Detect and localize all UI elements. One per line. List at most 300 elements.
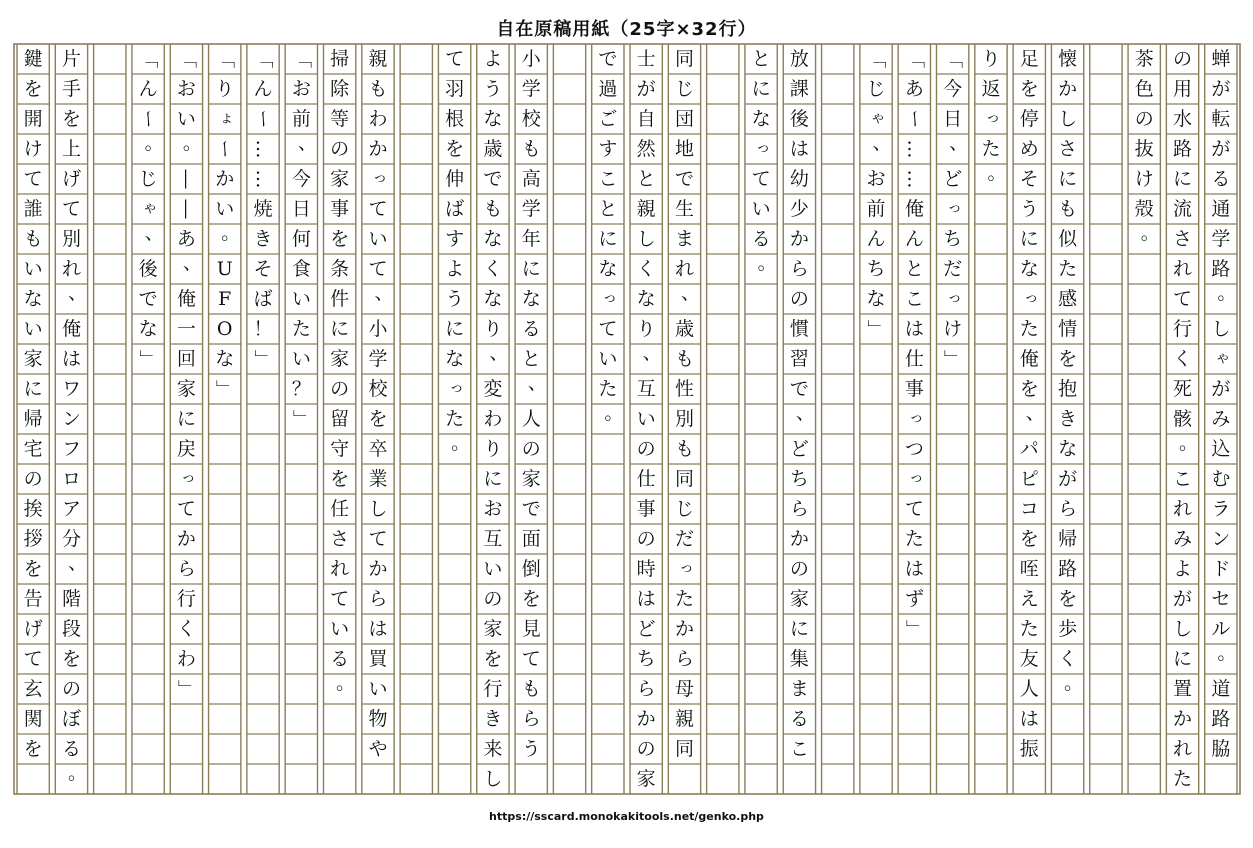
manuscript-char: と xyxy=(751,48,771,70)
manuscript-char: 、 xyxy=(489,342,509,364)
manuscript-char: 何 xyxy=(291,228,311,250)
manuscript-char: し xyxy=(636,228,656,250)
manuscript-char: 友 xyxy=(1019,648,1039,670)
manuscript-char: 年 xyxy=(521,228,541,250)
manuscript-char: 行 xyxy=(1173,318,1193,340)
manuscript-char: コ xyxy=(1019,498,1039,520)
manuscript-char: 自 xyxy=(636,108,656,130)
manuscript-char: か xyxy=(215,168,235,190)
manuscript-char: 返 xyxy=(981,78,1001,100)
manuscript-char: て xyxy=(176,498,196,520)
manuscript-char: な xyxy=(445,348,465,370)
manuscript-char: ド xyxy=(1211,558,1231,580)
manuscript-char: 家 xyxy=(176,378,196,400)
manuscript-char: た xyxy=(1019,318,1039,340)
manuscript-char: は xyxy=(61,348,81,370)
manuscript-char: 。 xyxy=(336,672,356,694)
manuscript-char: か xyxy=(1058,78,1078,100)
manuscript-char: っ xyxy=(908,468,924,486)
manuscript-char: 事 xyxy=(904,378,924,400)
manuscript-char: 」 xyxy=(213,379,236,399)
manuscript-char: わ xyxy=(176,648,196,670)
manuscript-char: こ xyxy=(1173,468,1193,490)
manuscript-char: 告 xyxy=(23,588,43,610)
manuscript-char: な xyxy=(483,288,503,310)
manuscript-char: も xyxy=(368,78,388,100)
manuscript-char: 拶 xyxy=(23,528,43,550)
manuscript-char: こ xyxy=(598,168,618,190)
manuscript-char: に xyxy=(1019,228,1039,250)
manuscript-char: い xyxy=(598,348,618,370)
manuscript-char: の xyxy=(330,138,350,160)
manuscript-char: れ xyxy=(1173,738,1193,760)
manuscript-char: る xyxy=(1211,168,1231,190)
manuscript-char: ま xyxy=(674,228,694,250)
manuscript-char: 任 xyxy=(330,498,350,520)
grid-column xyxy=(553,44,585,794)
manuscript-char: ち xyxy=(866,258,886,280)
manuscript-char: 手 xyxy=(61,78,81,100)
manuscript-char: 今 xyxy=(291,168,311,190)
manuscript-char: ら xyxy=(636,678,656,700)
manuscript-char: に xyxy=(445,318,465,340)
manuscript-char: す xyxy=(598,138,618,160)
manuscript-char: O xyxy=(216,318,233,340)
page-title: 自在原稿用紙（25字×32行） xyxy=(496,19,757,40)
manuscript-char: ず xyxy=(904,588,924,610)
manuscript-char: に xyxy=(521,258,541,280)
manuscript-char: て xyxy=(23,648,43,670)
manuscript-char: ん xyxy=(138,78,158,100)
manuscript-char: 、 xyxy=(67,552,87,574)
manuscript-line xyxy=(483,48,508,790)
manuscript-char: っ xyxy=(372,168,388,186)
manuscript-char: を xyxy=(330,228,350,250)
manuscript-char: 校 xyxy=(368,378,388,400)
manuscript-char: な xyxy=(138,318,158,340)
manuscript-char: け xyxy=(943,318,963,340)
manuscript-char: ら xyxy=(521,708,541,730)
manuscript-char: え xyxy=(1019,588,1039,610)
manuscript-char: 事 xyxy=(330,198,350,220)
manuscript-char: 脇 xyxy=(1211,738,1231,760)
manuscript-char: 後 xyxy=(789,108,809,130)
manuscript-char: 来 xyxy=(483,738,503,760)
manuscript-char: ご xyxy=(598,108,618,130)
manuscript-char: 抜 xyxy=(1134,138,1154,160)
manuscript-char: ル xyxy=(1211,618,1231,640)
manuscript-char: 仕 xyxy=(636,468,656,490)
manuscript-char: た xyxy=(904,528,924,550)
manuscript-char: 放 xyxy=(789,48,809,70)
manuscript-char: て xyxy=(445,48,465,70)
manuscript-char: は xyxy=(904,558,924,580)
manuscript-char: 「 xyxy=(941,49,964,69)
manuscript-char: ら xyxy=(789,498,809,520)
manuscript-char: て xyxy=(751,168,771,190)
manuscript-char: り xyxy=(483,318,503,340)
manuscript-char: 停 xyxy=(1019,108,1039,130)
manuscript-char: に xyxy=(789,618,809,640)
manuscript-char: 咥 xyxy=(1019,558,1039,580)
manuscript-char: る xyxy=(330,648,350,670)
manuscript-char: ど xyxy=(943,168,963,190)
manuscript-char: 込 xyxy=(1211,438,1231,460)
manuscript-char: 帰 xyxy=(23,408,43,430)
manuscript-char: 人 xyxy=(1019,678,1039,700)
manuscript-char: の xyxy=(23,468,43,490)
manuscript-char: っ xyxy=(1023,288,1039,306)
manuscript-char: い xyxy=(636,408,656,430)
manuscript-char: は xyxy=(904,318,924,340)
manuscript-char: も xyxy=(521,138,541,160)
manuscript-char: 。 xyxy=(987,162,1007,184)
manuscript-char: 。 xyxy=(221,222,241,244)
manuscript-char: そ xyxy=(253,258,273,280)
manuscript-char: あ xyxy=(176,228,196,250)
manuscript-char: ら xyxy=(176,558,196,580)
manuscript-char: 挨 xyxy=(23,498,43,520)
manuscript-char: 過 xyxy=(598,78,618,100)
manuscript-char: む xyxy=(1211,468,1231,490)
manuscript-char: を xyxy=(61,108,81,130)
manuscript-char: 転 xyxy=(1211,108,1231,130)
manuscript-char: り xyxy=(215,78,235,100)
manuscript-char: に xyxy=(1173,168,1193,190)
manuscript-char: 戻 xyxy=(176,438,196,460)
manuscript-char: 条 xyxy=(330,258,350,280)
manuscript-char: 事 xyxy=(636,498,656,520)
manuscript-char: 食 xyxy=(291,258,311,280)
manuscript-char: を xyxy=(1019,78,1039,100)
manuscript-char: て xyxy=(61,198,81,220)
manuscript-char: い xyxy=(330,618,350,640)
manuscript-char: 家 xyxy=(483,618,503,640)
manuscript-char: て xyxy=(521,648,541,670)
manuscript-char: じ xyxy=(674,498,694,520)
manuscript-char: て xyxy=(904,498,924,520)
manuscript-char: が xyxy=(1173,588,1193,610)
manuscript-char: … xyxy=(252,169,275,189)
manuscript-char: じ xyxy=(138,168,158,190)
manuscript-char: 、 xyxy=(642,342,662,364)
manuscript-char: い xyxy=(23,258,43,280)
manuscript-char: の xyxy=(789,558,809,580)
manuscript-char: っ xyxy=(947,198,963,216)
manuscript-char: ー xyxy=(137,109,160,129)
manuscript-char: 感 xyxy=(1058,288,1078,310)
manuscript-char: も xyxy=(23,228,43,250)
grid-column xyxy=(94,44,126,794)
grid-column xyxy=(745,44,777,794)
manuscript-char: 歳 xyxy=(483,138,503,160)
manuscript-char: を xyxy=(1019,378,1039,400)
manuscript-char: し xyxy=(1211,318,1231,340)
manuscript-char: の xyxy=(330,378,350,400)
manuscript-char: 小 xyxy=(368,318,388,340)
manuscript-char: い xyxy=(176,108,196,130)
manuscript-char: 地 xyxy=(674,138,694,160)
manuscript-char: 慣 xyxy=(789,318,809,340)
manuscript-char: い xyxy=(368,228,388,250)
manuscript-char: 後 xyxy=(138,258,158,280)
manuscript-char: 懐 xyxy=(1058,48,1078,70)
manuscript-char: 帰 xyxy=(1058,528,1078,550)
grid-column xyxy=(1090,44,1122,794)
manuscript-char: 守 xyxy=(330,438,350,460)
manuscript-char: ち xyxy=(943,228,963,250)
manuscript-char: れ xyxy=(1173,258,1193,280)
manuscript-char: 関 xyxy=(23,708,43,730)
manuscript-char: げ xyxy=(61,168,81,190)
manuscript-char: め xyxy=(1019,138,1039,160)
manuscript-char: 前 xyxy=(866,198,886,220)
manuscript-char: 死 xyxy=(1173,378,1193,400)
manuscript-char: っ xyxy=(755,138,771,156)
footer-url[interactable]: https://sscard.monokakitools.net/genko.php xyxy=(489,810,764,823)
manuscript-char: と xyxy=(598,198,618,220)
manuscript-char: い xyxy=(368,678,388,700)
manuscript-char: 面 xyxy=(521,528,541,550)
manuscript-char: 宅 xyxy=(23,438,43,460)
manuscript-char: 互 xyxy=(483,528,503,550)
manuscript-char: は xyxy=(1019,708,1039,730)
manuscript-char: た xyxy=(445,408,465,430)
manuscript-char: ゃ xyxy=(870,108,886,126)
manuscript-char: に xyxy=(1058,168,1078,190)
manuscript-char: か xyxy=(1173,708,1193,730)
manuscript-char: 、 xyxy=(527,372,547,394)
manuscript-char: で xyxy=(674,168,694,190)
manuscript-char: も xyxy=(674,348,694,370)
manuscript-char: … xyxy=(252,139,275,159)
manuscript-char: つ xyxy=(904,438,924,460)
manuscript-char: 。 xyxy=(1217,282,1237,304)
manuscript-char: 俺 xyxy=(1019,348,1039,370)
manuscript-char: 学 xyxy=(521,198,541,220)
manuscript-char: 行 xyxy=(176,588,196,610)
manuscript-char: い xyxy=(215,198,235,220)
manuscript-char: 」 xyxy=(941,349,964,369)
manuscript-char: 羽 xyxy=(445,78,465,100)
manuscript-char: 道 xyxy=(1211,678,1231,700)
manuscript-char: ― xyxy=(175,169,198,189)
manuscript-char: れ xyxy=(674,258,694,280)
manuscript-char: 、 xyxy=(374,282,394,304)
manuscript-char: た xyxy=(981,138,1001,160)
manuscript-char: 除 xyxy=(330,78,350,100)
manuscript-char: 抱 xyxy=(1058,378,1078,400)
manuscript-char: ― xyxy=(175,199,198,219)
manuscript-char: た xyxy=(598,378,618,400)
manuscript-char: り xyxy=(981,48,1001,70)
manuscript-char: が xyxy=(1211,78,1231,100)
manuscript-char: 焼 xyxy=(253,198,273,220)
manuscript-char: 同 xyxy=(674,48,694,70)
manuscript-line xyxy=(1058,48,1083,694)
manuscript-char: 小 xyxy=(521,48,541,70)
manuscript-char: が xyxy=(636,78,656,100)
manuscript-char: 家 xyxy=(636,768,656,790)
manuscript-char: 通 xyxy=(1211,198,1231,220)
manuscript-char: も xyxy=(521,678,541,700)
manuscript-char: さ xyxy=(1173,228,1193,250)
manuscript-char: で xyxy=(521,498,541,520)
manuscript-char: 等 xyxy=(330,108,350,130)
manuscript-char: ら xyxy=(1058,498,1078,520)
manuscript-char: 家 xyxy=(23,348,43,370)
manuscript-char: 鍵 xyxy=(23,48,43,70)
manuscript-char: る xyxy=(521,318,541,340)
manuscript-char: で xyxy=(598,48,618,70)
manuscript-char: た xyxy=(1058,258,1078,280)
manuscript-char: な xyxy=(751,108,771,130)
manuscript-char: い xyxy=(23,318,43,340)
manuscript-char: 互 xyxy=(636,378,656,400)
manuscript-char: 買 xyxy=(368,648,388,670)
manuscript-char: に xyxy=(330,318,350,340)
manuscript-char: 件 xyxy=(330,288,350,310)
manuscript-char: に xyxy=(1173,648,1193,670)
manuscript-char: り xyxy=(483,438,503,460)
manuscript-char: 誰 xyxy=(23,198,43,220)
manuscript-line xyxy=(137,49,164,368)
manuscript-char: う xyxy=(521,738,541,760)
manuscript-line xyxy=(330,48,355,694)
manuscript-char: な xyxy=(1058,438,1078,460)
manuscript-char: な xyxy=(483,108,503,130)
manuscript-char: っ xyxy=(908,408,924,426)
manuscript-char: う xyxy=(1019,198,1039,220)
manuscript-char: っ xyxy=(180,468,196,486)
manuscript-char: を xyxy=(1058,348,1078,370)
manuscript-char: を xyxy=(23,738,43,760)
manuscript-char: 「 xyxy=(175,49,198,69)
manuscript-char: ン xyxy=(61,408,81,430)
manuscript-char: 校 xyxy=(521,108,541,130)
manuscript-char: け xyxy=(1134,168,1154,190)
manuscript-char: 上 xyxy=(61,138,81,160)
manuscript-char: 。 xyxy=(1140,222,1160,244)
manuscript-char: 物 xyxy=(368,708,388,730)
manuscript-char: て xyxy=(368,258,388,280)
manuscript-char: ど xyxy=(636,618,656,640)
manuscript-char: よ xyxy=(483,48,503,70)
manuscript-char: 別 xyxy=(674,408,694,430)
manuscript-char: 親 xyxy=(636,198,656,220)
manuscript-char: … xyxy=(903,139,926,159)
manuscript-char: 前 xyxy=(291,108,311,130)
manuscript-char: な xyxy=(866,288,886,310)
manuscript-char: か xyxy=(789,228,809,250)
manuscript-char: 」 xyxy=(137,349,160,369)
manuscript-char: の xyxy=(636,738,656,760)
manuscript-line xyxy=(445,48,470,454)
manuscript-char: 」 xyxy=(865,319,888,339)
manuscript-char: こ xyxy=(789,738,809,760)
grid-column xyxy=(132,44,164,794)
manuscript-char: 、 xyxy=(795,402,815,424)
manuscript-char: し xyxy=(1173,618,1193,640)
manuscript-char: れ xyxy=(330,558,350,580)
manuscript-char: ま xyxy=(789,678,809,700)
manuscript-char: か xyxy=(368,138,388,160)
manuscript-char: 俺 xyxy=(904,198,924,220)
manuscript-char: 俺 xyxy=(176,288,196,310)
manuscript-char: も xyxy=(674,438,694,460)
manuscript-char: は xyxy=(368,618,388,640)
manuscript-char: ば xyxy=(445,198,465,220)
manuscript-char: ぼ xyxy=(61,708,81,730)
manuscript-char: 。 xyxy=(144,132,164,154)
manuscript-char: 学 xyxy=(368,348,388,370)
manuscript-char: 家 xyxy=(330,168,350,190)
manuscript-char: フ xyxy=(61,438,81,460)
manuscript-char: ？ xyxy=(291,378,311,400)
manuscript-char: の xyxy=(636,438,656,460)
manuscript-char: 卒 xyxy=(368,438,388,460)
manuscript-char: た xyxy=(674,588,694,610)
manuscript-char: な xyxy=(636,288,656,310)
manuscript-char: 家 xyxy=(789,588,809,610)
manuscript-char: 似 xyxy=(1058,228,1078,250)
manuscript-char: 。 xyxy=(1217,642,1237,664)
manuscript-char: 。 xyxy=(757,252,777,274)
manuscript-char: は xyxy=(636,588,656,610)
manuscript-char: 学 xyxy=(1211,228,1231,250)
manuscript-char: の xyxy=(1134,108,1154,130)
manuscript-char: 路 xyxy=(1173,138,1193,160)
manuscript-char: 根 xyxy=(445,108,465,130)
manuscript-char: け xyxy=(23,138,43,160)
manuscript-char: 歳 xyxy=(674,318,694,340)
manuscript-char: ん xyxy=(253,78,273,100)
manuscript-char: し xyxy=(483,768,503,790)
manuscript-char: 、 xyxy=(144,222,164,244)
manuscript-char: ば xyxy=(253,288,273,310)
manuscript-char: 「 xyxy=(137,49,160,69)
manuscript-char: 蝉 xyxy=(1211,48,1231,70)
manuscript-char: U xyxy=(216,258,233,280)
manuscript-char: 足 xyxy=(1019,48,1039,70)
manuscript-char: み xyxy=(1211,408,1231,430)
manuscript-char: に xyxy=(598,228,618,250)
manuscript-char: も xyxy=(483,198,503,220)
grid-column xyxy=(937,44,969,794)
manuscript-char: 」 xyxy=(175,679,198,699)
manuscript-char: お xyxy=(483,498,503,520)
manuscript-char: ち xyxy=(636,648,656,670)
manuscript-char: 、 xyxy=(680,282,700,304)
manuscript-char: て xyxy=(23,168,43,190)
manuscript-char: み xyxy=(1173,528,1193,550)
manuscript-char: 片 xyxy=(61,48,81,70)
manuscript-char: 置 xyxy=(1173,678,1193,700)
manuscript-char: 」 xyxy=(903,619,926,639)
manuscript-char: ら xyxy=(674,648,694,670)
manuscript-char: の xyxy=(1173,48,1193,70)
manuscript-char: や xyxy=(368,738,388,760)
manuscript-char: 段 xyxy=(61,618,81,640)
manuscript-char: を xyxy=(521,588,541,610)
manuscript-char: ん xyxy=(904,228,924,250)
manuscript-char: が xyxy=(1211,138,1231,160)
manuscript-char: ワ xyxy=(61,378,81,400)
grid-column xyxy=(822,44,854,794)
manuscript-char: を xyxy=(330,468,350,490)
manuscript-char: く xyxy=(1058,648,1078,670)
manuscript-char: 流 xyxy=(1173,198,1193,220)
